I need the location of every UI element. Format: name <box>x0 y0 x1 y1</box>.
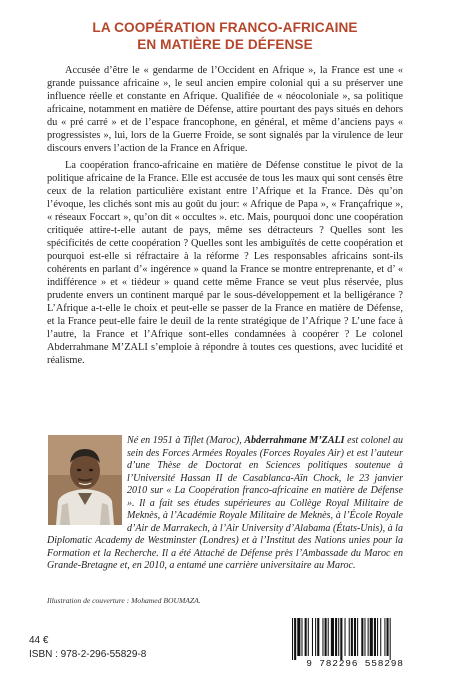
barcode-digits: 9 782296 558298 <box>306 658 404 669</box>
barcode-bar <box>361 618 363 656</box>
barcode-bar <box>380 618 381 656</box>
barcode-bar <box>377 618 378 656</box>
title-line-2: EN MATIÈRE DE DÉFENSE <box>137 37 313 52</box>
barcode-bar <box>354 618 356 656</box>
title-line-1: LA COOPÉRATION FRANCO-AFRICAINE <box>92 20 358 35</box>
barcode-bar <box>340 618 342 660</box>
barcode-bar <box>315 618 316 656</box>
barcode-bar <box>322 618 323 656</box>
barcode-bar <box>331 618 334 656</box>
barcode-bar <box>390 618 391 660</box>
blurb-paragraph-2: La coopération franco-africaine en matière de Défense constitue le pivot de la politique africaine de la France. Elle est accusée de tous les maux qui sont censés être ceux de la relation particulière existant entre l’Afrique et la France. Dès qu’on l’évoque, les clichés sont mis au goût du jour: « Afrique de Papa », « Françafrique », « réseaux Foccart », qu’on dit « occultes ». etc. Mais, pourquoi donc une coopération critiquée attire-t-elle autant de pays, même ses détracteurs ? Quelles sont les spécificités de cette coopération ? Quelles sont les ambiguïtés de cette coopération et pourquoi est-elle si réfractaire à la réforme ? Les responsables africains sont-ils cohérents en parlant d’« ingérence » quand la France se montre entreprenante, et d’ « indifférence » et « tiédeur » quand cette même France se veut plus réservée, plus prudente envers un continent marqué par le sous-développement et la belligérance ? L’Afrique a-t-elle le choix et peut-elle se passer de la France en matière de Défense, et la France peut-elle faire le deuil de la rente stratégique de l’Afrique ? L’une face à l’autre, la France et l’Afrique sont-elles condamnées à coopérer ? Le colonel Abderrahmane M’ZALI s’emploie à répondre à toutes ces questions, avec lucidité et réalisme. <box>47 160 403 366</box>
book-title <box>20 19 430 53</box>
barcode-bar <box>301 618 302 656</box>
barcode-bar <box>312 618 313 656</box>
barcode-bar <box>294 618 296 660</box>
barcode-bar <box>345 618 346 656</box>
blurb-paragraph-1: Accusée d’être le « gendarme de l’Occident en Afrique », la France est une « grande puissance africaine », le seul ancien empire colonial qui a su préserver une influence réelle et constante en Afrique. Qualifiée de « néocoloniale », sa politique africaine, notamment en matière de Défense, attire pourtant des pays situés en dehors du « pré carré » et de l’espace francophone, en général, et même d’anciens pays « progressistes », lui, lors de la Guerre Froide, se sont signalés par la virulence de leur discours envers l’action de la France en Afrique. <box>47 65 403 154</box>
barcode <box>282 616 428 670</box>
bio-intro: Né en 1951 à Tiflet (Maroc), <box>127 435 245 446</box>
bio-rest: est colonel au sein des Forces Armées Royales (Forces Royales Air) et est l’auteur d’une Thèse de Doctorat en Sciences politiques soutenue à l’Université Hassan II de Casablanca-Aïn Chock, le 23 janvier 2010 sur « La Coopération franco-africaine en matière de Défense ». Il a fait ses études supérieures au Collège Royal Militaire de Meknès, à l’Académie Royale Militaire de Meknès, à l’École Royale d’Air de Marrakech, à l’Air University d’Alabama (États-Unis), à la Diplomatic Academy de Westminster (Londres) et à l’Institut des Nations unies pour la Formation et la Recherche. Il a été Attaché de Défense près l’Ambassade du Maroc en Grande-Bretagne et, en 2010, a entamé une carrière universitaire au Maroc. <box>47 435 404 572</box>
barcode-bar <box>308 618 309 656</box>
barcode-bar <box>351 618 353 656</box>
barcode-bar <box>387 618 389 656</box>
barcode-bar <box>328 618 329 656</box>
barcode-bar <box>335 618 337 656</box>
barcode-bar <box>349 618 350 656</box>
isbn: ISBN : 978-2-296-55829-8 <box>29 649 147 660</box>
photo-spacer <box>47 435 127 532</box>
barcode-bar <box>374 618 376 656</box>
barcode-bar <box>384 618 385 656</box>
barcode-bars-icon <box>282 616 428 660</box>
author-bio <box>47 435 403 573</box>
barcode-bar <box>368 618 369 656</box>
barcode-bar <box>305 618 307 656</box>
barcode-bar <box>357 618 358 656</box>
barcode-bar <box>325 618 327 656</box>
barcode-bar <box>364 618 365 656</box>
blurb <box>47 64 403 371</box>
bio-author-name: Abderrahmane M’ZALI <box>244 435 345 446</box>
barcode-bar <box>370 618 373 656</box>
barcode-bar <box>338 618 339 656</box>
cover-illustration-credit: Illustration de couverture : Mohamed BOUMAZA. <box>47 596 201 605</box>
price: 44 € <box>29 635 49 646</box>
barcode-bar <box>292 618 293 660</box>
barcode-bar <box>317 618 319 656</box>
barcode-bar <box>297 618 300 656</box>
